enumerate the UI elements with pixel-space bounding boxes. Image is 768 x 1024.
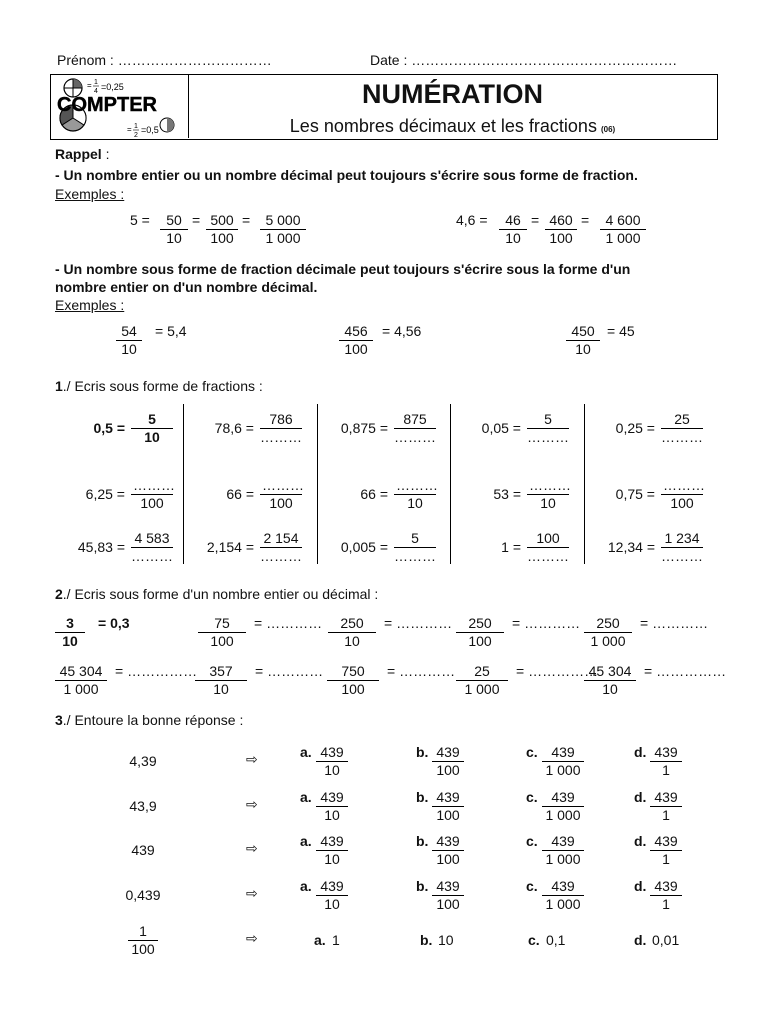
- numerator: 460: [545, 212, 577, 230]
- exercise-2-fraction: [55, 663, 107, 698]
- numerator: 875: [394, 411, 436, 429]
- numerator: 4 583: [131, 530, 173, 548]
- numerator: 100: [527, 530, 569, 548]
- option-letter: c.: [526, 744, 538, 760]
- arrow-right-icon: ⇨: [246, 840, 258, 856]
- option-letter: c.: [528, 932, 540, 948]
- equals: =: [242, 212, 251, 228]
- exercise-1-lhs: 66 =: [226, 486, 254, 502]
- numerator: 439: [542, 744, 584, 762]
- exercise-1-lhs: 45,83 =: [77, 539, 125, 555]
- option-answer[interactable]: [650, 789, 682, 824]
- denominator: 100: [436, 762, 460, 778]
- numerator: 450: [566, 323, 600, 341]
- examples-label-2: Exemples :: [55, 297, 125, 313]
- numerator: 5: [131, 411, 173, 429]
- option-answer[interactable]: 10: [438, 932, 454, 948]
- numerator: 439: [650, 878, 682, 896]
- numerator: 500: [206, 212, 238, 230]
- exercise-1-answer[interactable]: [131, 411, 173, 446]
- exercise-1-lhs: 0,25 =: [615, 420, 655, 436]
- logo-frac2: 0,5: [146, 125, 159, 135]
- option-answer[interactable]: [650, 878, 682, 913]
- option-answer[interactable]: [432, 789, 464, 824]
- ex4-rhs: = 4,56: [382, 323, 422, 339]
- exercise-1-answer[interactable]: [527, 477, 569, 512]
- numerator: 5 000: [260, 212, 306, 230]
- exercise-3-question: 43,9: [129, 798, 157, 814]
- rule-2b: nombre entier on d'un nombre décimal.: [55, 279, 318, 295]
- sheet-code: (06): [600, 125, 616, 134]
- numerator: 439: [542, 833, 584, 851]
- date-dots: …………………………………………………: [411, 52, 678, 68]
- numerator: 439: [542, 878, 584, 896]
- denominator: 10: [166, 230, 182, 246]
- denominator: 1 000: [464, 681, 500, 697]
- option-letter: d.: [634, 789, 647, 805]
- option-answer[interactable]: [542, 878, 584, 913]
- numerator: 439: [432, 878, 464, 896]
- exercise-number: 3: [55, 712, 63, 728]
- denominator: 1: [662, 851, 670, 867]
- exercise-1-answer[interactable]: [131, 530, 173, 565]
- numerator: 1: [128, 923, 158, 941]
- ex1-frac-1: [160, 212, 188, 247]
- exercise-1-answer[interactable]: [394, 530, 436, 565]
- logo-frac1: 0,25: [106, 82, 124, 92]
- numerator: 439: [316, 833, 348, 851]
- numerator: 439: [432, 744, 464, 762]
- option-answer[interactable]: [542, 744, 584, 779]
- denominator: ………: [527, 429, 569, 445]
- option-letter: b.: [416, 789, 429, 805]
- numerator: 439: [650, 789, 682, 807]
- exercise-number: 2: [55, 586, 63, 602]
- exercise-2-fraction: [327, 663, 379, 698]
- exercise-1-answer[interactable]: [260, 411, 302, 446]
- denominator: 10: [324, 762, 340, 778]
- date-line[interactable]: [370, 52, 677, 68]
- exercise-1-lhs: 0,05 =: [481, 420, 521, 436]
- denominator: 10: [324, 896, 340, 912]
- denominator: ………: [661, 429, 703, 445]
- option-letter: c.: [526, 878, 538, 894]
- exercise-2-fraction: [456, 615, 504, 650]
- equals: =: [581, 212, 590, 228]
- exercise-2-answer[interactable]: = …………: [512, 615, 581, 631]
- exercise-1-answer[interactable]: [394, 477, 436, 512]
- option-answer[interactable]: [316, 833, 348, 868]
- numerator: 250: [456, 615, 504, 633]
- examples-label-1: Exemples :: [55, 186, 125, 202]
- exercise-2-answer[interactable]: = ……………: [115, 663, 198, 679]
- denominator: 100: [436, 851, 460, 867]
- numerator: 4 600: [600, 212, 646, 230]
- denominator: ………: [260, 429, 302, 445]
- denominator: 1 000: [590, 633, 626, 649]
- numerator: 45 304: [55, 663, 107, 681]
- denominator: 10: [144, 429, 160, 445]
- prenom-label: Prénom :: [57, 52, 118, 68]
- denominator: 100: [210, 230, 234, 246]
- ex2-example-rhs: = 0,3: [98, 615, 130, 631]
- exercise-1-lhs: 0,005 =: [340, 539, 388, 555]
- option-letter: a.: [314, 932, 326, 948]
- exercise-2-fraction: [584, 663, 636, 698]
- exercise-1-answer[interactable]: [661, 530, 703, 565]
- svg-text:=0,25: =0,25: [101, 82, 124, 92]
- ex2-example-frac: [55, 615, 85, 650]
- denominator: ………: [260, 548, 302, 564]
- option-answer[interactable]: [432, 878, 464, 913]
- arrow-right-icon: ⇨: [246, 796, 258, 812]
- numerator: 786: [260, 411, 302, 429]
- numerator: 25: [661, 411, 703, 429]
- denominator: 1: [662, 896, 670, 912]
- option-answer[interactable]: [316, 878, 348, 913]
- option-answer[interactable]: 0,01: [652, 932, 680, 948]
- svg-text:=0,5: =0,5: [141, 125, 159, 135]
- numerator: 439: [432, 833, 464, 851]
- option-answer[interactable]: [650, 833, 682, 868]
- numerator: 250: [584, 615, 632, 633]
- denominator: 100: [140, 495, 164, 511]
- denominator: 10: [505, 230, 521, 246]
- ex1-frac-2: [206, 212, 238, 247]
- exercise-1-answer[interactable]: [661, 477, 703, 512]
- exercise-3-question: [128, 923, 158, 958]
- exercise-1-lhs: 53 =: [493, 486, 521, 502]
- option-letter: a.: [300, 744, 312, 760]
- exercise-3-question: 439: [131, 842, 155, 858]
- option-letter: c.: [526, 833, 538, 849]
- option-answer[interactable]: [432, 833, 464, 868]
- exercise-2-fraction: [328, 615, 376, 650]
- exercise-1-lhs: 66 =: [360, 486, 388, 502]
- numerator: ………: [396, 477, 438, 493]
- denominator: 100: [344, 341, 368, 357]
- numerator: 439: [316, 789, 348, 807]
- denominator: 10: [62, 633, 78, 649]
- ex1-frac-3: [260, 212, 306, 247]
- arrow-right-icon: ⇨: [246, 930, 258, 946]
- exercise-2-answer[interactable]: = …………: [384, 615, 453, 631]
- option-letter: b.: [420, 932, 433, 948]
- exercise-2-fraction: [456, 663, 508, 698]
- exercise-3-title: [55, 712, 243, 729]
- prenom-dots: ……………………………: [117, 52, 272, 68]
- option-answer[interactable]: [542, 833, 584, 868]
- exercise-text: ./ Ecris sous forme de fractions :: [62, 378, 263, 394]
- numerator: 54: [116, 323, 142, 341]
- exercise-1-answer[interactable]: [661, 411, 703, 446]
- ex3-frac: [116, 323, 142, 358]
- option-answer[interactable]: 1: [332, 932, 340, 948]
- option-letter: d.: [634, 932, 647, 948]
- option-letter: d.: [634, 833, 647, 849]
- denominator: 10: [344, 633, 360, 649]
- exercise-1-answer[interactable]: [260, 477, 302, 512]
- denominator: 10: [213, 681, 229, 697]
- numerator: 1 234: [661, 530, 703, 548]
- option-letter: d.: [634, 878, 647, 894]
- denominator: ………: [394, 548, 436, 564]
- exercise-2-answer[interactable]: = …………: [387, 663, 456, 679]
- denominator: 1: [662, 807, 670, 823]
- denominator: 10: [324, 807, 340, 823]
- denominator: 100: [549, 230, 573, 246]
- option-answer[interactable]: [432, 744, 464, 779]
- denominator: ………: [131, 548, 173, 564]
- ex2-frac-2: [545, 212, 577, 247]
- exercise-3-question: 0,439: [125, 887, 161, 903]
- rappel-heading: [55, 146, 109, 163]
- title-box: [50, 74, 718, 140]
- numerator: 25: [456, 663, 508, 681]
- numerator: 439: [432, 789, 464, 807]
- subtitle-text: Les nombres décimaux et les fractions: [289, 116, 597, 136]
- denominator: 10: [540, 495, 556, 511]
- numerator: 439: [316, 744, 348, 762]
- option-letter: b.: [416, 878, 429, 894]
- denominator: 100: [670, 495, 694, 511]
- option-letter: b.: [416, 744, 429, 760]
- exercise-2-fraction: [584, 615, 632, 650]
- denominator: 1 000: [265, 230, 301, 246]
- denominator: ………: [394, 429, 436, 445]
- denominator: 1: [662, 762, 670, 778]
- option-letter: c.: [526, 789, 538, 805]
- exercise-1-lhs: 6,25 =: [85, 486, 125, 502]
- numerator: ………: [529, 477, 571, 493]
- numerator: 439: [650, 833, 682, 851]
- denominator: 10: [602, 681, 618, 697]
- denominator: 10: [407, 495, 423, 511]
- exercise-1-lhs: 1 =: [501, 539, 521, 555]
- exercise-1-answer[interactable]: [527, 530, 569, 565]
- exercise-2-answer[interactable]: = …………: [255, 663, 324, 679]
- denominator: 100: [269, 495, 293, 511]
- exercise-2-answer[interactable]: = ……………: [644, 663, 727, 679]
- arrow-right-icon: ⇨: [246, 885, 258, 901]
- exercise-1-answer[interactable]: [527, 411, 569, 446]
- numerator: 2 154: [260, 530, 302, 548]
- denominator: 100: [341, 681, 365, 697]
- denominator: 10: [121, 341, 137, 357]
- rappel-label: Rappel: [55, 146, 102, 162]
- exercise-number: 1: [55, 378, 63, 394]
- numerator: 50: [160, 212, 188, 230]
- numerator: 3: [55, 615, 85, 633]
- numerator: 750: [327, 663, 379, 681]
- option-letter: a.: [300, 789, 312, 805]
- option-answer[interactable]: [650, 744, 682, 779]
- option-letter: a.: [300, 878, 312, 894]
- exercise-1-lhs: 0,75 =: [615, 486, 655, 502]
- svg-text:=: =: [127, 125, 132, 134]
- denominator: ………: [527, 548, 569, 564]
- exercise-text: ./ Entoure la bonne réponse :: [62, 712, 244, 728]
- numerator: 45 304: [584, 663, 636, 681]
- exercise-1-answer[interactable]: [394, 411, 436, 446]
- exercise-1-answer[interactable]: [260, 530, 302, 565]
- numerator: 439: [650, 744, 682, 762]
- denominator: 1 000: [605, 230, 641, 246]
- numerator: 250: [328, 615, 376, 633]
- numerator: ………: [663, 477, 705, 493]
- numerator: 75: [198, 615, 246, 633]
- option-answer[interactable]: 0,1: [546, 932, 566, 948]
- numerator: 439: [316, 878, 348, 896]
- denominator: 100: [131, 941, 155, 957]
- denominator: 1 000: [545, 851, 581, 867]
- ex5-rhs: = 45: [607, 323, 635, 339]
- numerator: 456: [339, 323, 373, 341]
- page-title: NUMÉRATION: [362, 79, 543, 109]
- svg-text:2: 2: [134, 132, 138, 137]
- option-answer[interactable]: [316, 744, 348, 779]
- option-letter: b.: [416, 833, 429, 849]
- option-answer[interactable]: [542, 789, 584, 824]
- svg-text:1: 1: [94, 79, 98, 86]
- denominator: 10: [575, 341, 591, 357]
- numerator: 46: [499, 212, 527, 230]
- exercise-2-answer[interactable]: = ……………: [516, 663, 599, 679]
- svg-text:1: 1: [134, 123, 138, 130]
- rule-2a: - Un nombre sous forme de fraction décimale peut toujours s'écrire sous la forme d'un: [55, 261, 631, 277]
- denominator: 10: [324, 851, 340, 867]
- exercise-text: ./ Ecris sous forme d'un nombre entier ou décimal :: [62, 586, 379, 602]
- exercise-1-lhs: 0,875 =: [340, 420, 388, 436]
- ex4-frac: [339, 323, 373, 358]
- equals: =: [192, 212, 201, 228]
- option-letter: d.: [634, 744, 647, 760]
- prenom-line[interactable]: [57, 52, 272, 68]
- denominator: 100: [210, 633, 234, 649]
- rule-1: - Un nombre entier ou un nombre décimal peut toujours s'écrire sous forme de fraction.: [55, 167, 638, 183]
- numerator: 5: [527, 411, 569, 429]
- denominator: 100: [436, 807, 460, 823]
- page-subtitle: [188, 116, 717, 137]
- date-label: Date :: [370, 52, 412, 68]
- svg-text:4: 4: [94, 88, 98, 95]
- exercise-3-question: 4,39: [129, 753, 157, 769]
- numerator: 357: [195, 663, 247, 681]
- exercise-1-lhs: 78,6 =: [214, 420, 254, 436]
- numerator: 439: [542, 789, 584, 807]
- ex1-lhs: 5 =: [130, 212, 150, 228]
- denominator: 1 000: [545, 762, 581, 778]
- logo-text: COMPTER: [57, 94, 157, 116]
- numerator: ………: [133, 477, 175, 493]
- exercise-1-lhs: 12,34 =: [607, 539, 655, 555]
- rappel-colon: :: [101, 146, 110, 162]
- option-letter: a.: [300, 833, 312, 849]
- exercise-1-lhs: 2,154 =: [206, 539, 254, 555]
- numerator: ………: [262, 477, 304, 493]
- denominator: 1 000: [63, 681, 99, 697]
- ex2-frac-1: [499, 212, 527, 247]
- numerator: 5: [394, 530, 436, 548]
- denominator: ………: [661, 548, 703, 564]
- option-answer[interactable]: [316, 789, 348, 824]
- ex3-rhs: = 5,4: [155, 323, 187, 339]
- exercise-1-lhs: 0,5 =: [93, 420, 125, 436]
- arrow-right-icon: ⇨: [246, 751, 258, 767]
- exercise-2-fraction: [198, 615, 246, 650]
- exercise-2-title: [55, 586, 378, 603]
- svg-text:=: =: [87, 81, 92, 90]
- ex2-lhs: 4,6 =: [456, 212, 488, 228]
- ex5-frac: [566, 323, 600, 358]
- denominator: 100: [436, 896, 460, 912]
- exercise-1-title: [55, 378, 263, 395]
- exercise-1-answer[interactable]: [131, 477, 173, 512]
- logo-graphic: [51, 75, 186, 137]
- equals: =: [531, 212, 540, 228]
- compter-logo: [51, 75, 189, 138]
- ex2-frac-3: [600, 212, 646, 247]
- exercise-2-answer[interactable]: = …………: [640, 615, 709, 631]
- denominator: 100: [468, 633, 492, 649]
- denominator: 1 000: [545, 807, 581, 823]
- exercise-2-answer[interactable]: = …………: [254, 615, 323, 631]
- denominator: 1 000: [545, 896, 581, 912]
- exercise-2-fraction: [195, 663, 247, 698]
